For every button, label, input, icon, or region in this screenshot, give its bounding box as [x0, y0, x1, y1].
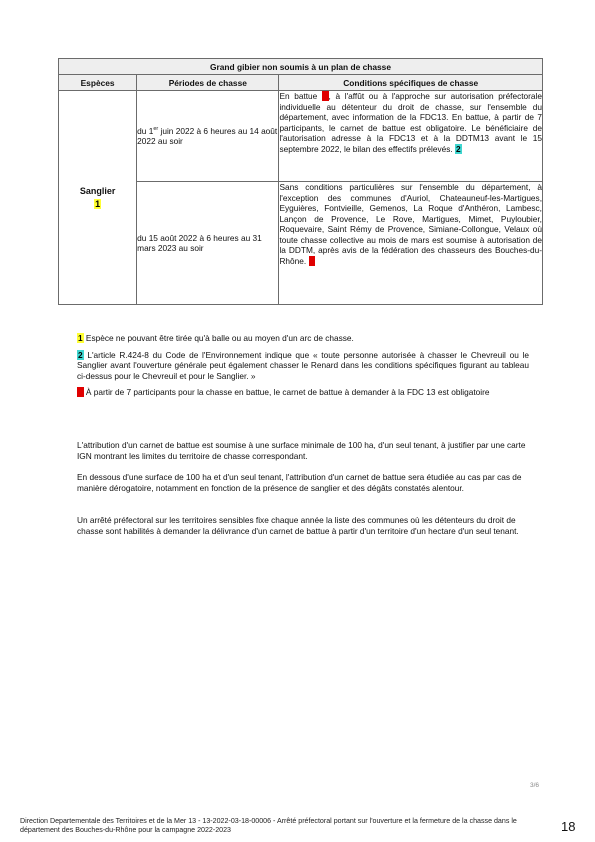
period-text-rest: juin 2022 à 6 heures au 14 août 2022 au soir [137, 125, 278, 146]
condition-cell [279, 182, 543, 305]
footnote-marker-2: 2 [78, 349, 83, 360]
header-conditions: Conditions spécifiques de chasse [279, 75, 543, 91]
condition-cell [279, 91, 543, 182]
footnote-3 [77, 387, 529, 398]
footer-page-number: 18 [561, 819, 576, 834]
condition-text: En battue [279, 91, 322, 101]
footer-text: Direction Departementale des Territoires et de la Mer 13 - 13-2022-03-18-00006 - Arrêté préfectoral portant sur l'ouverture et la fermeture de la chasse dans le département des Bouches-du-Rhône pour la campagne 2022-2023 [20, 817, 517, 834]
header-species: Espèces [59, 75, 137, 91]
footnote-1 [77, 333, 529, 344]
paragraph-derogation: En dessous d'une surface de 100 ha et d'un seul tenant, l'attribution d'un carnet de battue sera étudiée au cas par cas de manière dérogatoire, notamment en fonction de la présence de sanglier et des dégâts constatés alentour. [77, 472, 522, 493]
table-row [59, 91, 543, 182]
footnote-marker-3: 3 [309, 255, 315, 266]
footnote-text: À partir de 7 participants pour la chasse en battue, le carnet de battue à demander à la FDC 13 est obligatoire [83, 387, 490, 397]
footnote-marker-1: 1 [95, 199, 101, 209]
page-indicator: 3/6 [530, 782, 540, 789]
footnote-2 [77, 350, 529, 382]
footnote-text: Espèce ne pouvant être tirée qu'à balle ou au moyen d'un arc de chasse. [83, 333, 354, 343]
paragraph-prefectoral-order: Un arrêté préfectoral sur les territoires sensibles fixe chaque année la liste des communes où les détenteurs du droit de chasse sont habilités à demander la délivrance d'un carnet de battue à partir d'un territoire d'un hectare d'un seul tenant. [77, 515, 519, 536]
footnote-marker-1: 1 [78, 333, 83, 343]
footnote-marker-2: 2 [456, 143, 461, 154]
period-superscript: er [153, 125, 159, 132]
header-periods: Périodes de chasse [137, 75, 279, 91]
hunting-table [58, 58, 543, 305]
period-cell [137, 91, 279, 182]
footnote-marker-3: 3 [322, 91, 328, 101]
period-text: du 1 [137, 125, 154, 136]
footnote-marker-3: 3 [78, 387, 83, 397]
paragraph-min-surface: L'attribution d'un carnet de battue est soumise à une surface minimale de 100 ha, d'un seul tenant, à justifier par une carte IGN montrant les limites du territoire de chasse correspondant. [77, 440, 526, 461]
species-name: Sanglier [79, 186, 116, 196]
period-cell: du 15 août 2022 à 6 heures au 31 mars 2023 au soir [137, 182, 279, 305]
table-title: Grand gibier non soumis à un plan de chasse [59, 59, 543, 75]
species-cell [59, 91, 137, 305]
footnotes [77, 333, 529, 404]
condition-text: Sans conditions particulières sur l'ensemble du département, à l'exception des communes d'Auriol, Chateauneuf-les-Martigues, Eyguières, Fontvieille, Gemenos, La Roque d'Anthéron, Lambesc, Lançon de Provence, Le Rove, Martigues, Mimet, Puyloubier, Roquevaire, Saint Rémy de Provence, Simiane-Collongue, Velaux où toute chasse collective au mois de mars est soumise à autorisation de la DDTM, après avis de la fédération des chasseurs des Bouches-du-Rhône. [279, 182, 542, 266]
condition-text-rest: , à l'affût ou à l'approche sur autorisation préfectorale individuelle au détenteur du droit de chasse, sur l'ensemble du département, avec information de la FDC13. En battue, à partir de 7 participants, le carnet de battue est obligatoire. Le bénéficiaire de l'autorisation adresse à la FDC13 et à la DDTM13 avant le 15 septembre 2022, le bilan des effectifs prélevés. [279, 91, 543, 154]
footnote-text: L'article R.424-8 du Code de l'Environnement indique que « toute personne autorisée à chasser le Chevreuil ou le Sanglier avant l'ouverture générale peut également chasser le Renard dans les conditions spécifiques figurant au tableau ci-dessus pour le Chevreuil et pour le Sanglier. » [77, 349, 529, 381]
